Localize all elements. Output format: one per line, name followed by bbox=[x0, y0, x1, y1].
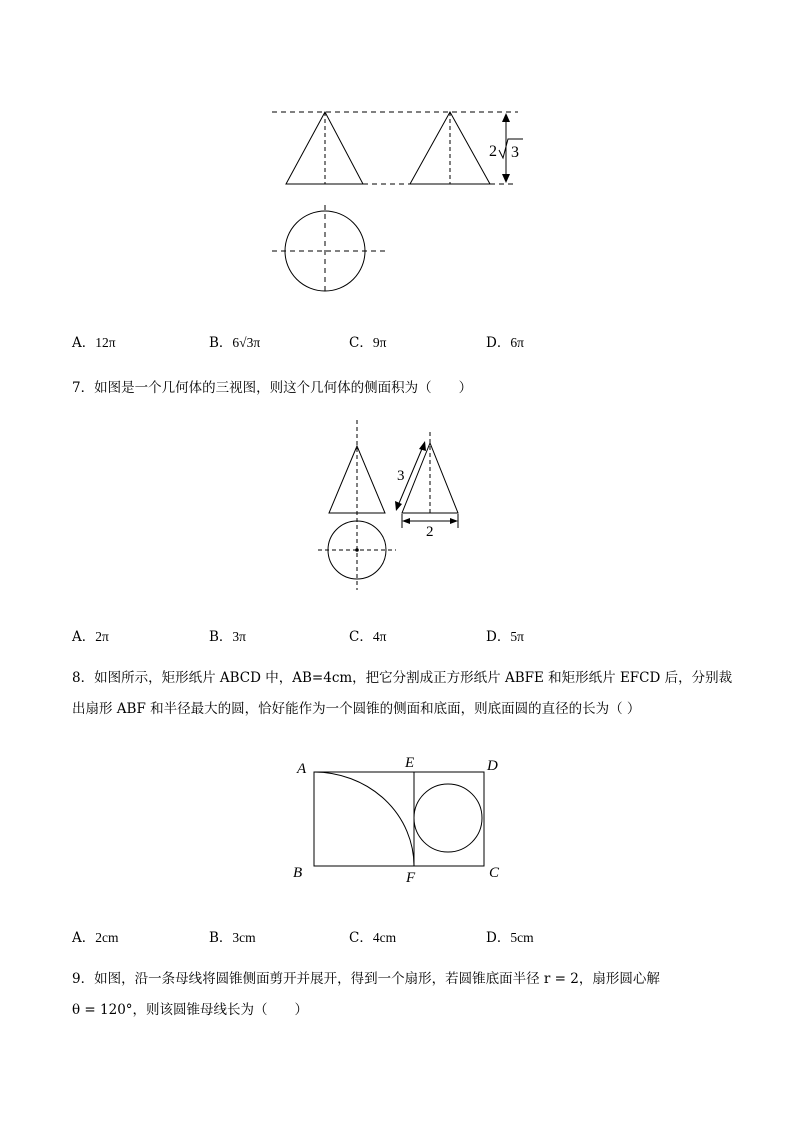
q8-point-c: C bbox=[489, 865, 500, 881]
q8-option-b[interactable]: B．3cm bbox=[209, 930, 256, 946]
q8-option-d[interactable]: D．5cm bbox=[486, 930, 534, 946]
q7-stem bbox=[72, 378, 472, 398]
q7-three-view-figure bbox=[0, 410, 794, 600]
q6-option-c[interactable]: C．9π bbox=[349, 335, 387, 351]
q7-base-label: 2 bbox=[426, 524, 434, 540]
q7-option-c[interactable]: C．4π bbox=[349, 629, 387, 645]
q6-option-b[interactable]: B．6√3π bbox=[209, 335, 261, 351]
q8-inscribed-circle bbox=[414, 784, 482, 852]
q6-three-view-figure bbox=[0, 0, 794, 310]
q6-option-a[interactable]: A．12π bbox=[72, 335, 116, 351]
q7-option-d[interactable]: D．5π bbox=[486, 629, 524, 645]
q6-option-d[interactable]: D．6π bbox=[486, 335, 524, 351]
q9-number: 9． bbox=[72, 971, 95, 987]
svg-text:3: 3 bbox=[511, 144, 519, 161]
q7-option-b[interactable]: B．3π bbox=[209, 629, 246, 645]
q8-number: 8． bbox=[72, 670, 95, 686]
q7-number: 7． bbox=[72, 380, 95, 396]
q8-stem-line-1: 8．如图所示，矩形纸片 ABCD 中，AB=4cm，把它分割成正方形纸片 ABFE 和矩形纸片 EFCD 后，分别裁 bbox=[72, 670, 733, 686]
q8-sector-arc-abf bbox=[314, 772, 414, 866]
q8-point-d: D bbox=[487, 758, 498, 774]
q8-point-f: F bbox=[406, 870, 416, 886]
q7-stem-text: 如图是一个几何体的三视图，则这个几何体的侧面积为（ ） bbox=[94, 380, 473, 396]
q8-point-e: E bbox=[405, 755, 415, 771]
q7-slant-label: 3 bbox=[397, 468, 405, 484]
q8-option-c[interactable]: C．4cm bbox=[349, 930, 397, 946]
q9-stem-line-1: 9．如图，沿一条母线将圆锥侧面剪开并展开，得到一个扇形，若圆锥底面半径 r = 2，扇形圆心解 bbox=[72, 971, 660, 987]
q8-option-a[interactable]: A．2cm bbox=[72, 930, 119, 946]
q8-stem-line-2: 出扇形 ABF 和半径最大的圆，恰好能作为一个圆锥的侧面和底面，则底面圆的直径的长为（ ） bbox=[72, 701, 641, 717]
q8-point-b: B bbox=[293, 865, 303, 881]
svg-text:2: 2 bbox=[489, 143, 497, 160]
q8-rectangle-figure bbox=[0, 750, 794, 890]
q8-point-a: A bbox=[297, 761, 307, 777]
q9-stem-line-2: θ = 120°，则该圆锥母线长为（ ） bbox=[72, 1002, 309, 1018]
q7-option-a[interactable]: A．2π bbox=[72, 629, 109, 645]
